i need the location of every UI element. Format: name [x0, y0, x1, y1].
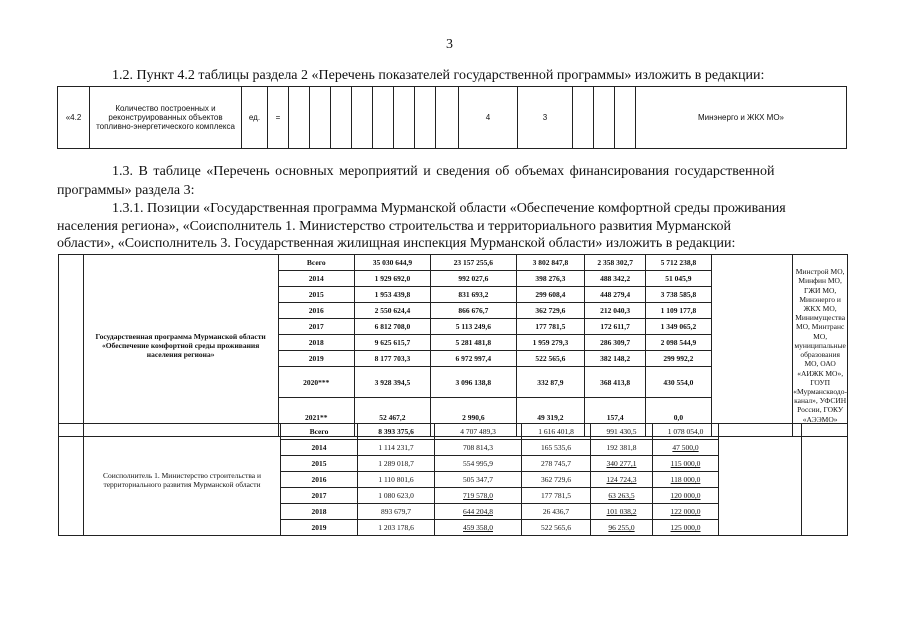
value-cell: 1 616 401,8	[522, 424, 591, 440]
year-cell: Всего	[278, 255, 354, 271]
page-number: 3	[446, 37, 453, 52]
table-row: 2015 1 289 018,7 554 995,9 278 745,7 340 277,1 115 000,0	[59, 456, 848, 472]
paragraph-1-3-1-line3: области», «Соисполнитель 3. Государственная жилищная инспекция Мурманской области» изложить в редакции:	[57, 236, 736, 251]
table-row: 2018 893 679,7 644 204,8 26 436,7 101 038,2 122 000,0	[59, 504, 848, 520]
value-2018: 4	[459, 87, 518, 149]
sign: =	[268, 87, 289, 149]
co-executor-name: Соисполнитель 1. Министерство строительства и территориального развития Мурманской области	[102, 470, 262, 489]
value-cell: 3 802 847,8	[516, 255, 584, 271]
table-row: 2017 1 080 623,0 719 578,0 177 781,5 63 263,5 120 000,0	[59, 488, 848, 504]
table-row: 2014 1 929 692,0 992 027,6 398 276,3 488 342,2 51 045,9	[59, 271, 848, 287]
table-row	[59, 255, 848, 271]
table-row: 2017 6 812 708,0 5 113 249,6 177 781,5 172 611,7 1 349 065,2	[59, 319, 848, 335]
paragraph-1-3-line1: 1.3. В таблице «Перечень основных мероприятий и сведения об объемах финансирования государственной	[112, 164, 775, 179]
paragraph-1-3-1-line1: 1.3.1. Позиции «Государственная программа Мурманской области «Обеспечение комфортной среды проживания	[112, 201, 786, 216]
value-cell: 5 712 238,8	[646, 255, 711, 271]
indicator-name: Количество построенных и реконструированных объектов топливно-энергетического комплекса	[90, 87, 242, 149]
table-row: 2015 1 953 439,8 831 693,2 299 608,4 448 279,4 3 738 585,8	[59, 287, 848, 303]
participants: Минстрой МО, Минфин МО, ГЖИ МО, Минэнерго и ЖКХ МО, Минимущества МО, Минтранс МО, муниципальные образования МО, ОАО «АИЖК МО», ГОУП «Мурманскводо-канал», УФСИН России, ГОКУ «АЭЭМО»	[793, 267, 847, 424]
value-cell: 1 078 054,0	[653, 424, 719, 440]
table-row: 2019 8 177 703,3 6 972 997,4 522 565,6 382 148,2 299 992,2	[59, 351, 848, 367]
paragraph-1-3-line2: программы» раздела 3:	[57, 183, 195, 198]
value-cell: 991 430,5	[591, 424, 653, 440]
table-row: 2016 2 550 624,4 866 676,7 362 729,6 212 040,3 1 109 177,8	[59, 303, 848, 319]
value-cell: 4 707 489,3	[435, 424, 522, 440]
paragraph-1-3-1-line2: населения региона», «Соисполнитель 1. Министерство строительства и территориального развития Мурманской	[57, 219, 731, 234]
row-number: «4.2	[58, 87, 90, 149]
indicators-table	[57, 86, 847, 149]
value-cell: 2 358 302,7	[585, 255, 646, 271]
total-cell: 8 393 375,6	[358, 424, 435, 440]
table-row: 2021** 52 467,2 2 990,6 49 319,2 157,4 0,0	[59, 398, 848, 437]
value-2019: 3	[518, 87, 573, 149]
table-row: 2019 1 203 178,6 459 358,0 522 565,6 96 255,0 125 000,0	[59, 520, 848, 536]
table-row: 2018 9 625 615,7 5 281 481,8 1 959 279,3 286 309,7 2 098 544,9	[59, 335, 848, 351]
total-cell: 35 030 644,9	[354, 255, 430, 271]
table-row: 2014 1 114 231,7 708 814,3 165 535,6 192 381,8 47 500,0	[59, 440, 848, 456]
program-table	[58, 254, 848, 437]
program-name: Государственная программа Мурманской области «Обеспечение комфортной среды проживания населения региона»	[95, 332, 266, 359]
value-cell: 23 157 255,6	[430, 255, 516, 271]
table-row	[59, 424, 848, 440]
table-row: 2020*** 3 928 394,5 3 096 138,8 332 87,9 368 413,8 430 554,0	[59, 367, 848, 398]
co-executor-table	[58, 423, 848, 536]
table-row	[58, 87, 847, 149]
responsible: Минэнерго и ЖКХ МО»	[636, 87, 847, 149]
paragraph-1-2: 1.2. Пункт 4.2 таблицы раздела 2 «Перечень показателей государственной программы» изложить в редакции:	[112, 68, 765, 83]
table-row: 2016 1 110 801,6 505 347,7 362 729,6 124 724,3 118 000,0	[59, 472, 848, 488]
unit: ед.	[242, 87, 268, 149]
year-cell: Всего	[281, 424, 358, 440]
